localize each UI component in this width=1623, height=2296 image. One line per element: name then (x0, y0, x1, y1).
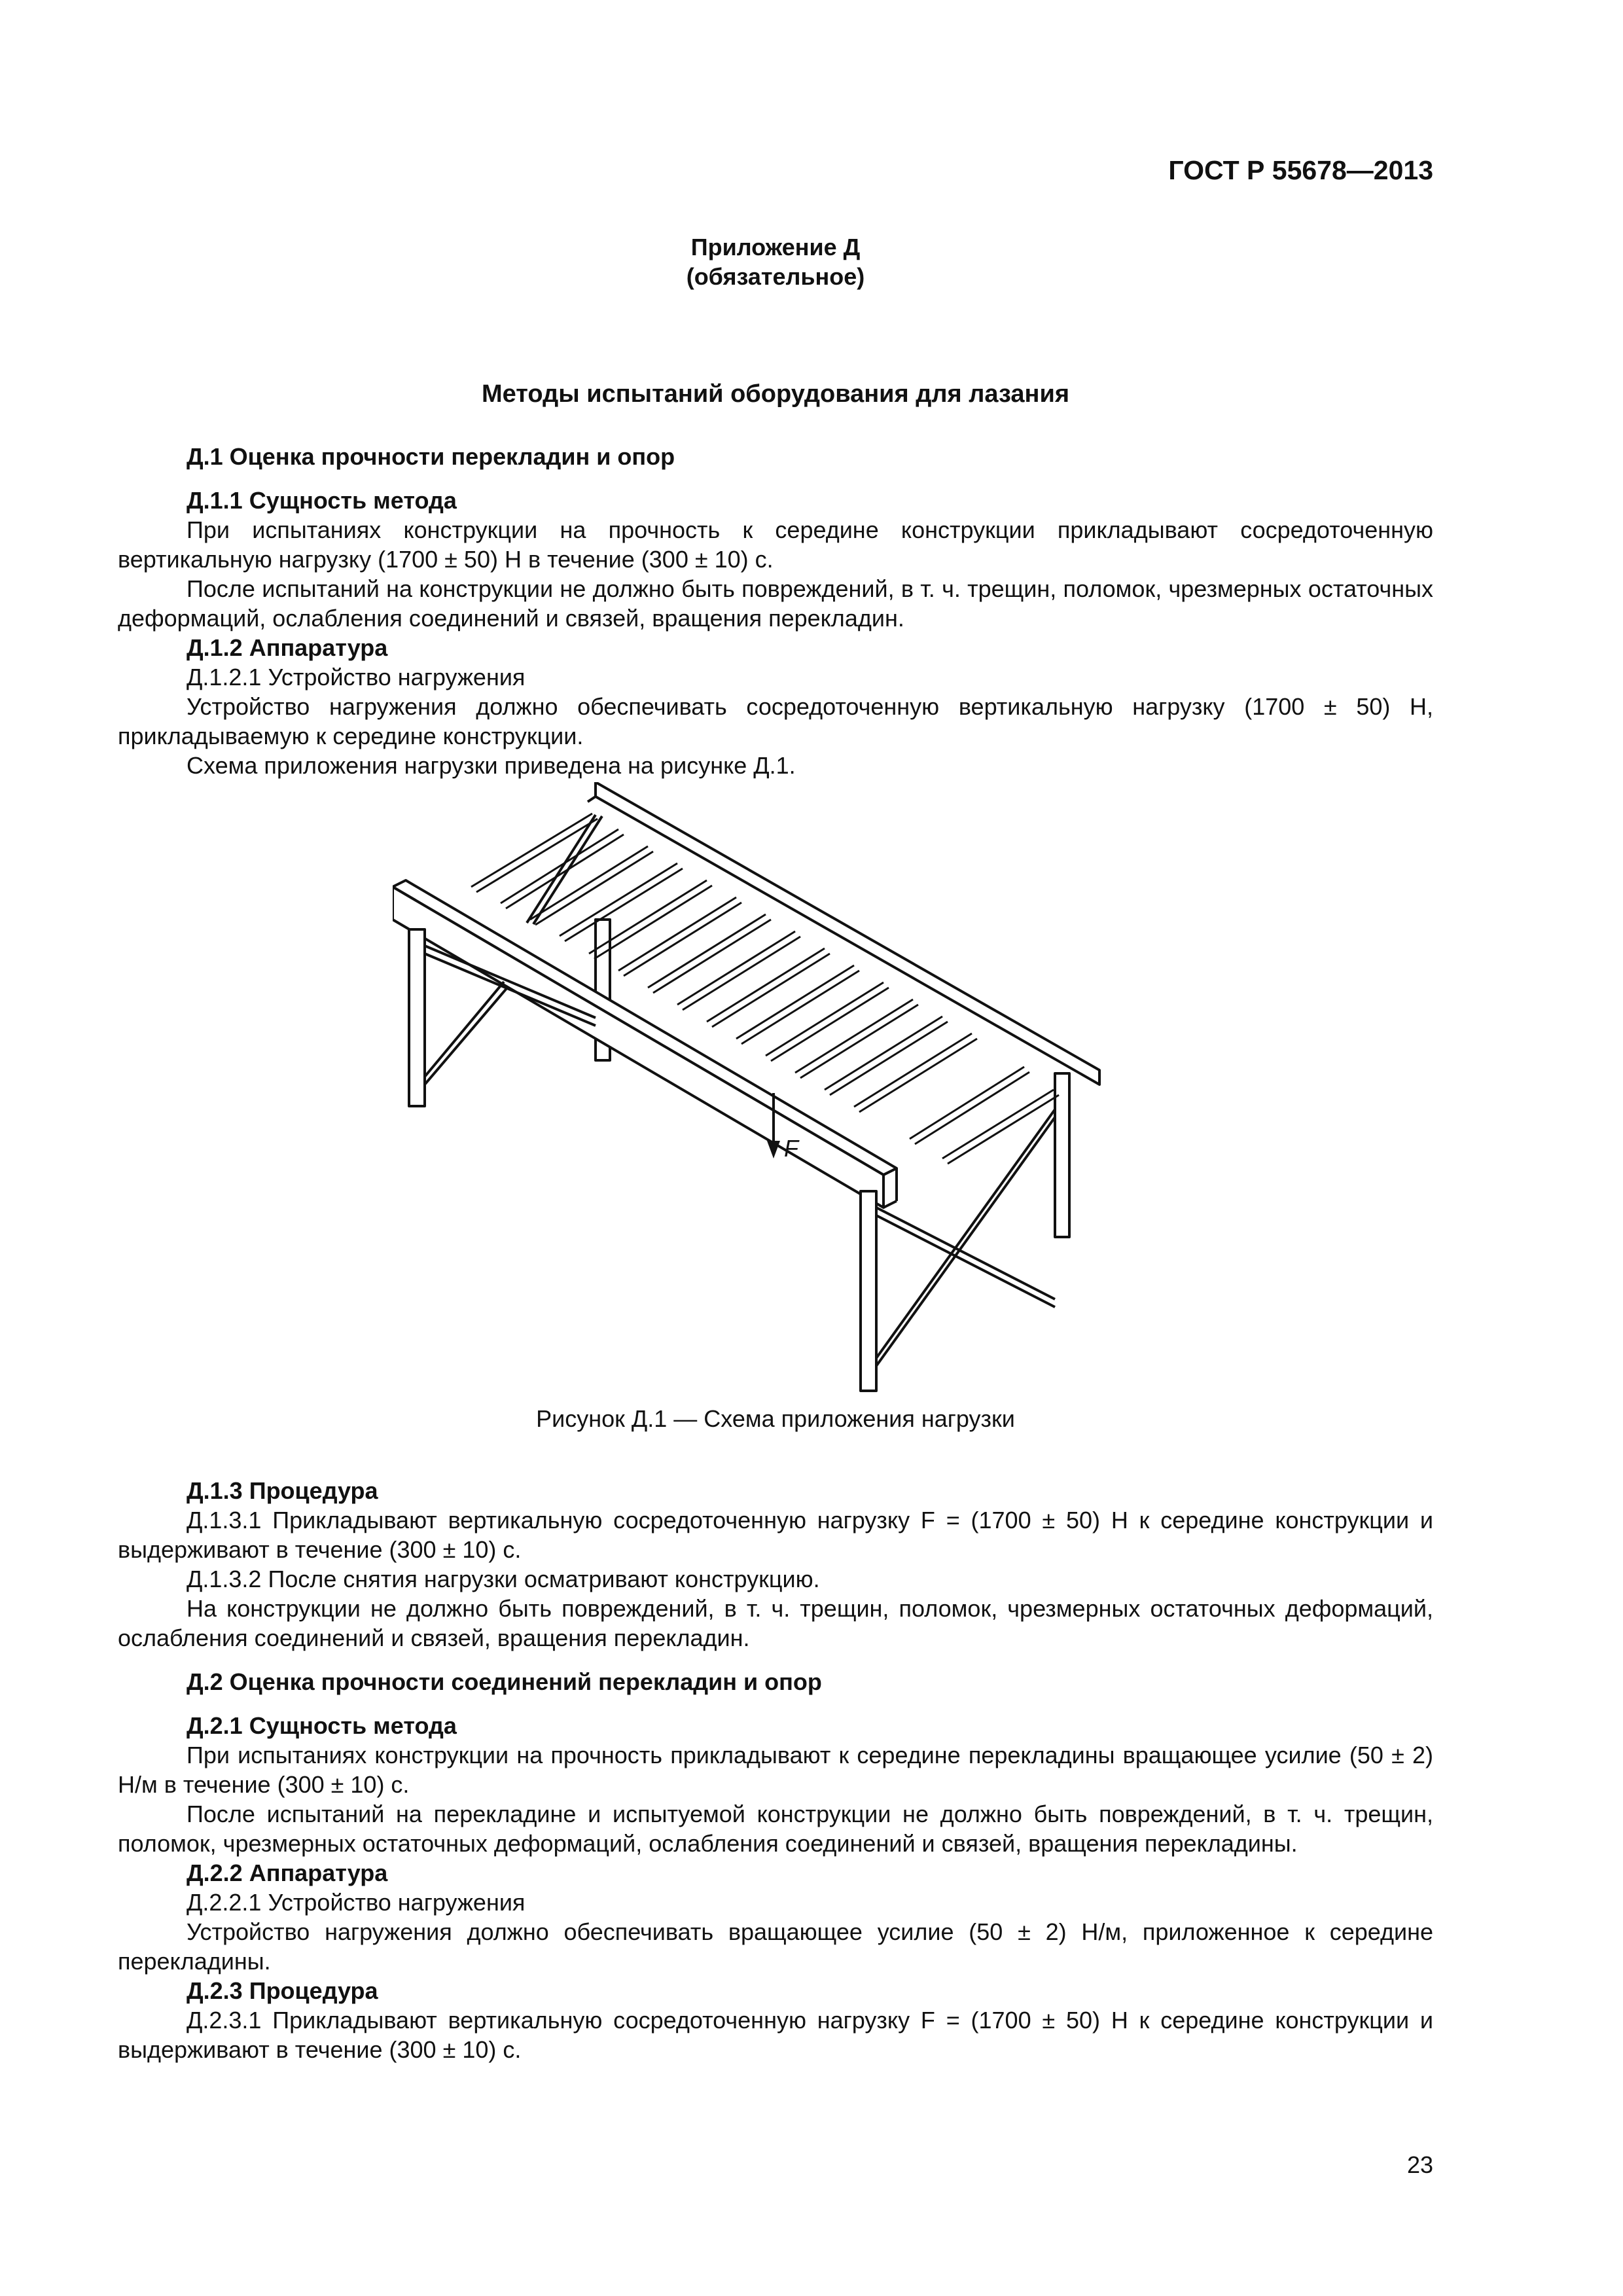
section-d1 (118, 442, 1433, 780)
figure-load-scheme (393, 782, 1139, 1397)
front-rail (393, 887, 883, 1208)
subsection-heading: Д.2.1 Сущность метода (187, 1712, 457, 1739)
paragraph: Д.2.3.1 Прикладывают вертикальную сосредоточенную нагрузку F = (1700 ± 50) Н к середине конструкции и выдерживают в течение (300 ± 10) с. (118, 2007, 1433, 2063)
right-brace (876, 1208, 1055, 1299)
paragraph: После испытаний на перекладине и испытуемой конструкции не должно быть повреждений, в т. ч. трещин, поломок, чрезмерных остаточных деформаций, ослабления соединений и связей, вращения перекладины. (118, 1801, 1433, 1857)
section-heading: Д.2 Оценка прочности соединений перекладин и опор (187, 1668, 822, 1695)
subsection-heading: Д.2.3 Процедура (187, 1977, 378, 2004)
back-right-leg (1055, 1073, 1069, 1237)
figure-caption: Рисунок Д.1 — Схема приложения нагрузки (536, 1405, 1015, 1432)
section-d13-d2 (118, 1476, 1433, 2064)
annex-title: Методы испытаний оборудования для лазания (481, 380, 1069, 408)
subsection-heading: Д.2.2 Аппаратура (187, 1859, 388, 1886)
paragraph: На конструкции не должно быть повреждений, в т. ч. трещин, поломок, чрезмерных остаточных деформаций, ослабления соединений и связей, вращения перекладин. (118, 1595, 1433, 1651)
clause-heading: Д.2.2.1 Устройство нагружения (187, 1889, 526, 1916)
annex-heading (118, 232, 1433, 291)
force-label: F (784, 1135, 798, 1162)
annex-label: Приложение Д (690, 234, 861, 260)
paragraph: Устройство нагружения должно обеспечивать вращающее усилие (50 ± 2) Н/м, приложенное к середине перекладины. (118, 1918, 1433, 1975)
page-number: 23 (1406, 2151, 1433, 2178)
paragraph: Схема приложения нагрузки приведена на рисунке Д.1. (187, 752, 796, 779)
paragraph: При испытаниях конструкции на прочность прикладывают к середине перекладины вращающее усилие (50 ± 2) Н/м в течение (300 ± 10) с. (118, 1742, 1433, 1798)
paragraph: При испытаниях конструкции на прочность к середине конструкции прикладывают сосредоточенную вертикальную нагрузку (1700 ± 50) Н в течение (300 ± 10) с. (118, 516, 1433, 573)
subsection-heading: Д.1.3 Процедура (187, 1477, 378, 1504)
paragraph: После испытаний на конструкции не должно быть повреждений, в т. ч. трещин, поломок, чрезмерных остаточных деформаций, ослабления соединений и связей, вращения перекладин. (118, 575, 1433, 632)
paragraph: Д.1.3.2 После снятия нагрузки осматривают конструкцию. (187, 1566, 820, 1592)
document-code: ГОСТ Р 55678—2013 (1168, 155, 1433, 185)
section-heading: Д.1 Оценка прочности перекладин и опор (187, 443, 675, 470)
clause-heading: Д.1.2.1 Устройство нагружения (187, 664, 526, 691)
front-left-leg (409, 929, 425, 1106)
paragraph: Д.1.3.1 Прикладывают вертикальную сосредоточенную нагрузку F = (1700 ± 50) Н к середине конструкции и выдерживают в течение (300 ± 10) с. (118, 1507, 1433, 1563)
front-right-leg (861, 1191, 876, 1391)
subsection-heading: Д.1.1 Сущность метода (187, 487, 457, 514)
annex-status: (обязательное) (686, 263, 865, 290)
climbing-frame-drawing (393, 782, 1139, 1397)
paragraph: Устройство нагружения должно обеспечивать сосредоточенную вертикальную нагрузку (1700 ± 50) Н, прикладываемую к середине конструкции. (118, 693, 1433, 749)
subsection-heading: Д.1.2 Аппаратура (187, 634, 388, 661)
